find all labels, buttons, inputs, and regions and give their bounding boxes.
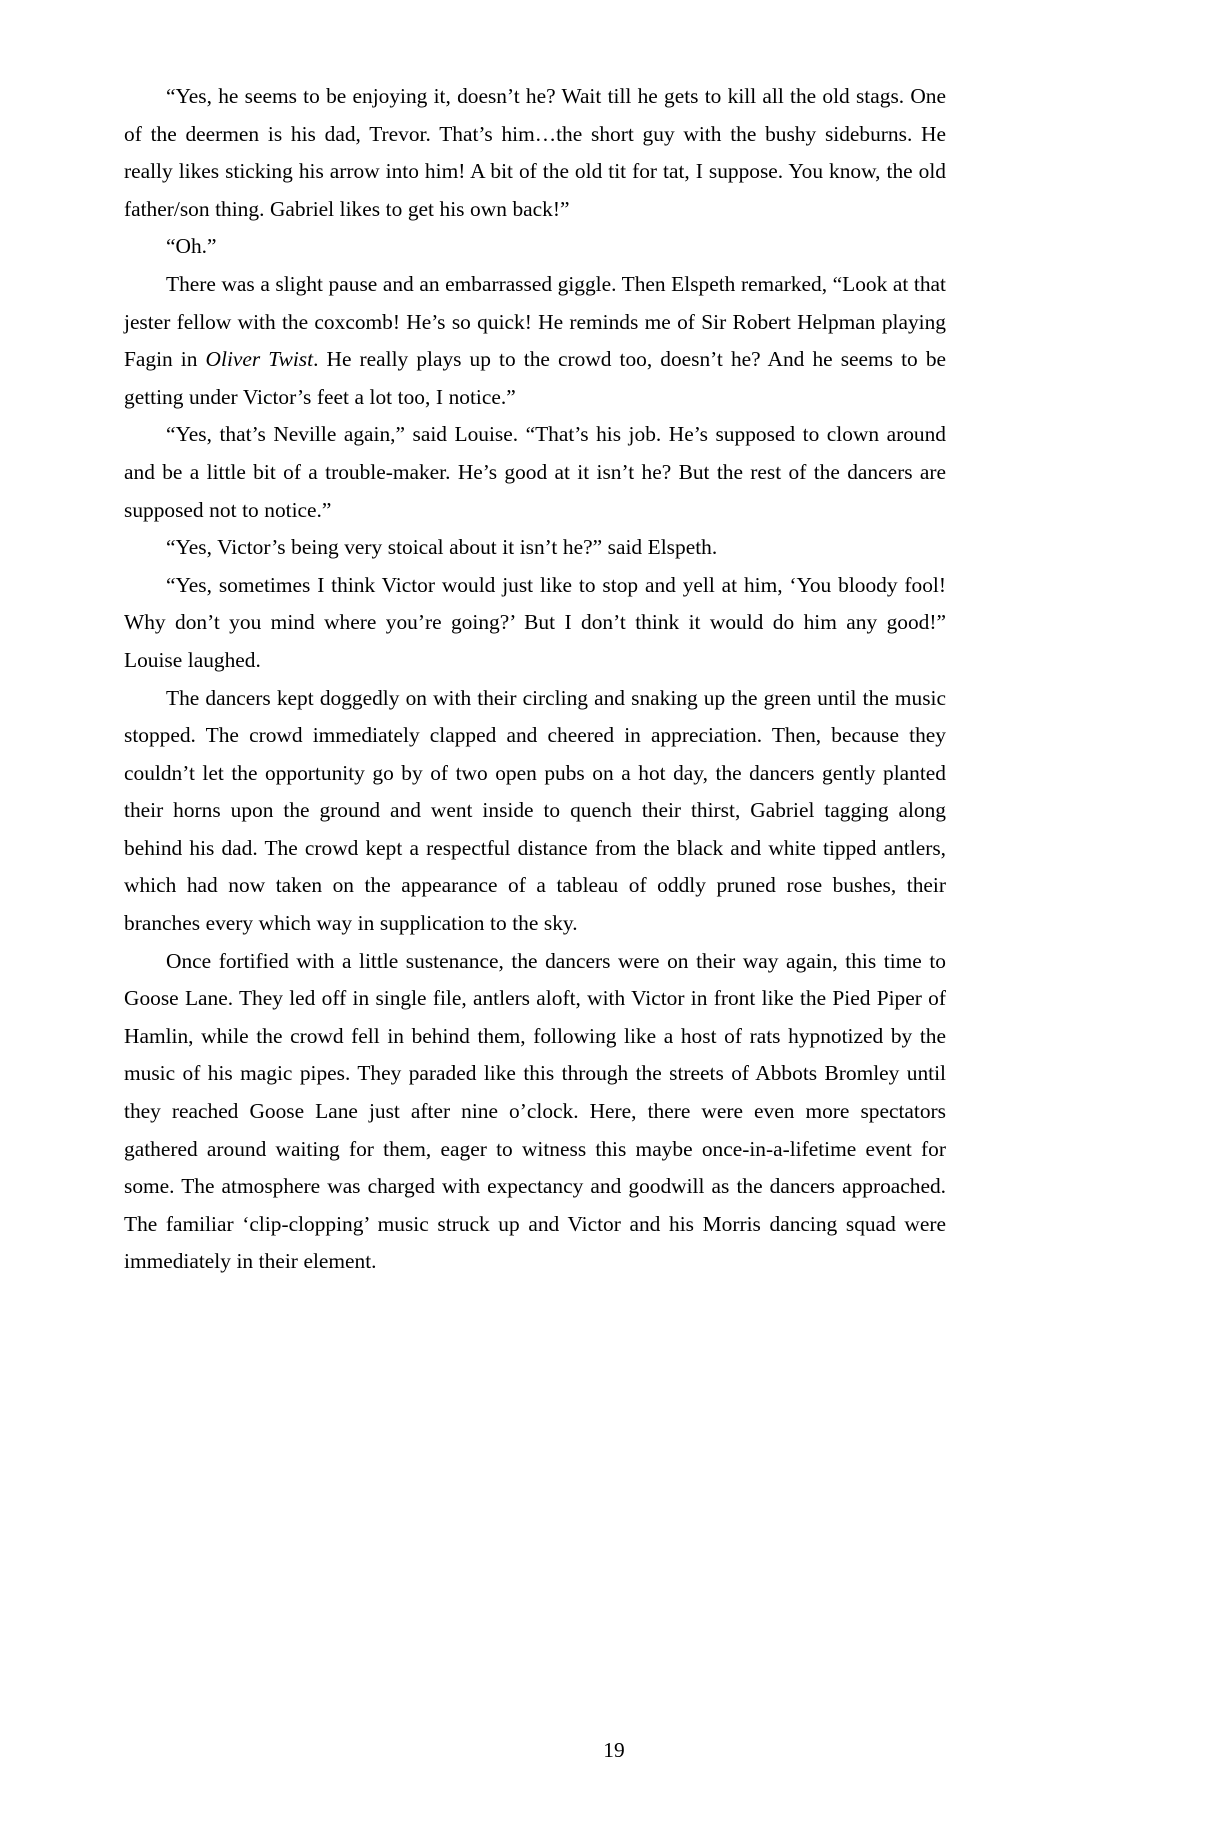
page-text-block bbox=[124, 78, 946, 1281]
paragraph: The dancers kept doggedly on with their circling and snaking up the green until the music stopped. The crowd immediately clapped and cheered in appreciation. Then, because they couldn’t let the opportunity go by of two open pubs on a hot day, the dancers gently planted their horns upon the ground and went inside to quench their thirst, Gabriel tagging along behind his dad. The crowd kept a respectful distance from the black and white tipped antlers, which had now taken on the appearance of a tableau of oddly pruned rose bushes, their branches every which way in supplication to the sky. bbox=[124, 685, 946, 936]
page-number: 19 bbox=[603, 1738, 625, 1762]
paragraph-text-after-italic: . He really plays up to the crowd too, doesn’t he? And he seems to be getting under Victor’s feet a lot too, I notice.” bbox=[124, 347, 947, 409]
paragraph: “Yes, sometimes I think Victor would just like to stop and yell at him, ‘You bloody fool! Why don’t you mind where you’re going?’ But I don’t think it would do him any good!” Louise laughed. bbox=[124, 572, 946, 672]
paragraph: Once fortified with a little sustenance, the dancers were on their way again, this time to Goose Lane. They led off in single file, antlers aloft, with Victor in front like the Pied Piper of Hamlin, while the crowd fell in behind them, following like a host of rats hypnotized by the music of his magic pipes. They paraded like this through the streets of Abbots Bromley until they reached Goose Lane just after nine o’clock. Here, there were even more spectators gathered around waiting for them, eager to witness this maybe once-in-a-lifetime event for some. The atmosphere was charged with expectancy and goodwill as the dancers approached. The familiar ‘clip-clopping’ music struck up and Victor and his Morris dancing squad were immediately in their element. bbox=[124, 948, 946, 1274]
book-title-italic: Oliver Twist bbox=[205, 347, 314, 372]
paragraph-text-before-italic: There was a slight pause and an embarrassed giggle. Then Elspeth remarked, “Look at that jester fellow with the coxcomb! He’s so quick! He reminds me of Sir Robert Helpman playing Fagin in bbox=[124, 271, 946, 372]
paragraph-with-italic-title bbox=[124, 266, 946, 416]
paragraph: “Oh.” bbox=[166, 234, 217, 259]
paragraph: “Yes, that’s Neville again,” said Louise. “That’s his job. He’s supposed to clown around and be a little bit of a trouble-maker. He’s good at it isn’t he? But the rest of the dancers are supposed not to notice.” bbox=[124, 422, 946, 522]
paragraph: “Yes, Victor’s being very stoical about it isn’t he?” said Elspeth. bbox=[166, 535, 718, 560]
paragraph: “Yes, he seems to be enjoying it, doesn’t he? Wait till he gets to kill all the old stags. One of the deermen is his dad, Trevor. That’s him…the short guy with the bushy sideburns. He really likes sticking his arrow into him! A bit of the old tit for tat, I suppose. You know, the old father/son thing. Gabriel likes to get his own back!” bbox=[124, 84, 946, 221]
